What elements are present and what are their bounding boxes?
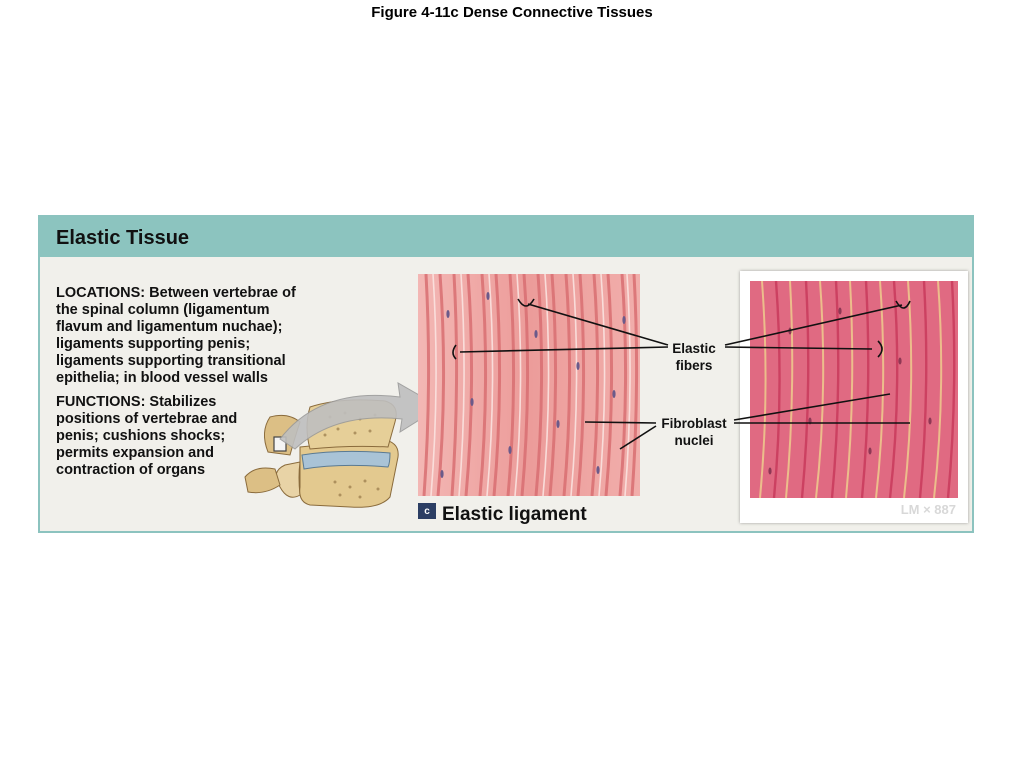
- elastic-ligament-micrograph: [418, 274, 640, 496]
- locations-text: LOCATIONS: Between vertebrae of the spinal column (ligamentum flavum and ligamentum nuchae); ligaments supporting penis; ligaments supporting transitional epithelia; in blood vessel walls: [56, 285, 296, 386]
- elastic-tissue-panel: [38, 215, 974, 533]
- panel-title: Elastic Tissue: [56, 227, 190, 249]
- magnification-label: LM × 887: [900, 502, 956, 517]
- stained-photo-frame: [740, 271, 968, 523]
- functions-text: FUNCTIONS: Stabilizes positions of vertebrae and penis; cushions shocks; permits expansion and contraction of organs: [56, 394, 238, 478]
- figure-badge: c: [418, 503, 436, 519]
- callout-elastic-fibers: Elastic fibers: [672, 341, 716, 373]
- slide-title: Figure 4-11c Dense Connective Tissues: [371, 4, 653, 21]
- stained-elastic-ligament-photo: [750, 281, 958, 498]
- callout-fibroblast-nuclei: Fibroblast nuclei: [661, 416, 727, 448]
- panel-header: [40, 217, 972, 257]
- figure-label: Elastic ligament: [442, 504, 587, 525]
